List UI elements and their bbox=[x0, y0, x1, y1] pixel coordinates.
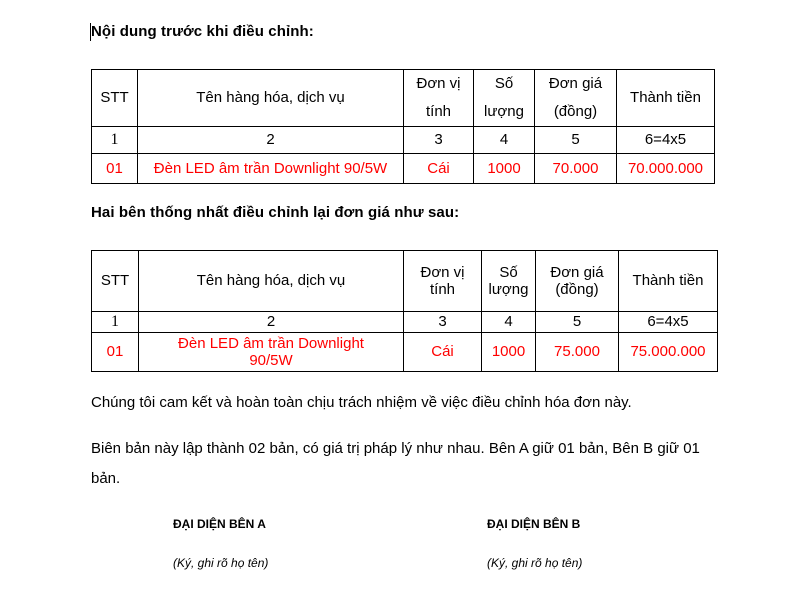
signature-note-a: (Ký, ghi rõ họ tên) bbox=[173, 556, 269, 570]
item-qty: 1000 bbox=[482, 333, 536, 372]
heading-before: Nội dung trước khi điều chỉnh: bbox=[91, 23, 314, 40]
table-after-header-row bbox=[92, 251, 718, 312]
header-unit bbox=[404, 70, 474, 127]
header-qty-line2: lượng bbox=[488, 281, 529, 298]
item-name: Đèn LED âm trần Downlight 90/5W bbox=[138, 154, 404, 184]
index-cell: 5 bbox=[535, 127, 617, 154]
header-price bbox=[536, 251, 619, 312]
header-total: Thành tiền bbox=[617, 70, 715, 127]
item-total: 70.000.000 bbox=[617, 154, 715, 184]
header-qty-line1: Số bbox=[499, 263, 518, 281]
header-stt: STT bbox=[92, 70, 138, 127]
header-price-line2: (đồng) bbox=[553, 103, 598, 120]
header-qty bbox=[474, 70, 535, 127]
header-unit bbox=[404, 251, 482, 312]
index-cell: 4 bbox=[474, 127, 535, 154]
header-unit-line2: tính bbox=[429, 281, 456, 298]
item-unit: Cái bbox=[404, 154, 474, 184]
header-price-line2: (đồng) bbox=[555, 281, 599, 298]
item-qty: 1000 bbox=[474, 154, 535, 184]
item-name bbox=[139, 333, 404, 372]
signature-party-a: ĐẠI DIỆN BÊN A bbox=[173, 517, 266, 531]
header-name: Tên hàng hóa, dịch vụ bbox=[138, 70, 404, 127]
header-unit-line2: tính bbox=[425, 103, 452, 120]
header-qty-line1: Số bbox=[494, 75, 514, 92]
header-price-line1: Đơn giá bbox=[548, 75, 603, 92]
table-before-header-row bbox=[92, 70, 715, 127]
header-unit-line1: Đơn vị bbox=[416, 75, 461, 92]
header-total: Thành tiền bbox=[619, 251, 718, 312]
index-cell: 2 bbox=[138, 127, 404, 154]
table-before bbox=[91, 69, 715, 184]
header-qty-line2: lượng bbox=[484, 103, 524, 120]
signature-party-b: ĐẠI DIỆN BÊN B bbox=[487, 517, 581, 531]
header-name: Tên hàng hóa, dịch vụ bbox=[139, 251, 404, 312]
header-qty bbox=[482, 251, 536, 312]
header-stt: STT bbox=[92, 251, 139, 312]
item-stt: 01 bbox=[92, 333, 139, 372]
header-price bbox=[535, 70, 617, 127]
index-cell: 3 bbox=[404, 312, 482, 333]
item-price: 70.000 bbox=[535, 154, 617, 184]
item-total: 75.000.000 bbox=[619, 333, 718, 372]
index-cell: 6=4x5 bbox=[619, 312, 718, 333]
table-after-index-row bbox=[92, 312, 718, 333]
index-cell: 5 bbox=[536, 312, 619, 333]
table-row bbox=[92, 333, 718, 372]
index-cell: 2 bbox=[139, 312, 404, 333]
table-after bbox=[91, 250, 718, 372]
item-name-line1: Đèn LED âm trần Downlight bbox=[178, 335, 364, 352]
index-cell: 6=4x5 bbox=[617, 127, 715, 154]
index-cell: 1 bbox=[92, 127, 138, 154]
signature-note-b: (Ký, ghi rõ họ tên) bbox=[487, 556, 583, 570]
item-price: 75.000 bbox=[536, 333, 619, 372]
item-unit: Cái bbox=[404, 333, 482, 372]
header-price-line1: Đơn giá bbox=[550, 263, 604, 281]
commitment-paragraph: Chúng tôi cam kết và hoàn toàn chịu trách nhiệm về việc điều chỉnh hóa đơn này. bbox=[91, 394, 632, 411]
item-name-line2: 90/5W bbox=[249, 352, 293, 369]
table-before-index-row bbox=[92, 127, 715, 154]
heading-after: Hai bên thống nhất điều chỉnh lại đơn giá như sau: bbox=[91, 204, 460, 221]
index-cell: 3 bbox=[404, 127, 474, 154]
header-unit-line1: Đơn vị bbox=[420, 263, 465, 281]
copies-paragraph: Biên bản này lập thành 02 bản, có giá trị pháp lý như nhau. Bên A giữ 01 bản, Bên B giữ 01 bản. bbox=[91, 440, 700, 487]
index-cell: 4 bbox=[482, 312, 536, 333]
table-row bbox=[92, 154, 715, 184]
index-cell: 1 bbox=[92, 312, 139, 333]
item-stt: 01 bbox=[92, 154, 138, 184]
